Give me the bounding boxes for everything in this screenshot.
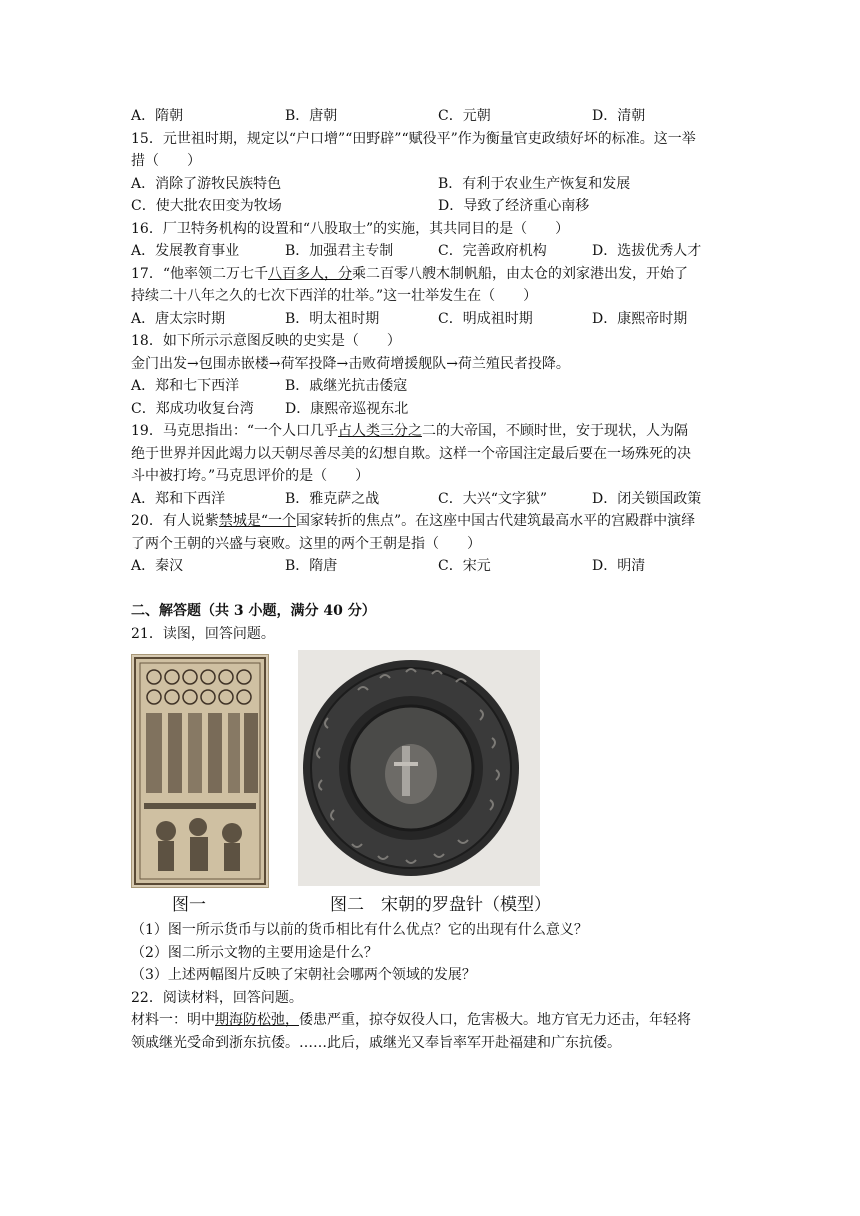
q21-sub3: （3）上述两幅图片反映了宋朝社会哪两个领域的发展？ [131, 967, 476, 983]
q19-stem-line3: 斗中被打垮。”马克思评价的是（ ） [131, 468, 370, 484]
q16-option-a: A．发展教育事业 [131, 243, 240, 259]
q17-option-c: C．明成祖时期 [438, 311, 533, 327]
q17-underlined: 八百多人，分 [267, 266, 352, 282]
q15-option-a: A．消除了游牧民族特色 [131, 176, 282, 192]
q19-stem-line1 [131, 421, 688, 441]
q22-material-line2: 领戚继光受命到浙东抗倭。……此后，戚继光又奉旨率军开赴福建和广东抗倭。 [131, 1035, 621, 1051]
q16-option-b: B．加强君主专制 [285, 243, 394, 259]
q17-option-b: B．明太祖时期 [285, 311, 380, 327]
q21-sub1: （1）图一所示货币与以前的货币相比有什么优点？它的出现有什么意义？ [131, 922, 588, 938]
q16-option-c: C．完善政府机构 [438, 243, 547, 259]
q22-underlined: 期海防松弛， [215, 1012, 299, 1028]
q22-material-line1 [131, 1010, 691, 1030]
q15-option-d: D．导致了经济重心南移 [438, 198, 590, 214]
q18-option-a: A．郑和七下西洋 [131, 378, 240, 394]
q20-stem-line1 [131, 511, 695, 531]
q19-option-b: B．雅克萨之战 [285, 491, 380, 507]
q20-option-d: D．明清 [592, 558, 646, 574]
q20-option-a: A．秦汉 [131, 558, 184, 574]
q15-stem-line2: 措（ ） [131, 153, 201, 169]
q22-stem: 22．阅读材料，回答问题。 [131, 990, 303, 1006]
q22-text-a: 材料一：明中 [131, 1012, 215, 1028]
figure1-caption: 图一 [172, 895, 206, 914]
q16-stem: 16．厂卫特务机构的设置和“八股取士”的实施，其共同目的是（ ） [131, 221, 570, 237]
paper-money-illustration [132, 655, 268, 887]
q14-option-a: A．隋朝 [131, 108, 184, 124]
q15-option-c: C．使大批农田变为牧场 [131, 198, 282, 214]
q21-sub2: （2）图二所示文物的主要用途是什么？ [131, 945, 378, 961]
figure2-compass-image [298, 650, 540, 886]
q15-stem-line1: 15．元世祖时期，规定以“户口增”“田野辟”“赋役平”作为衡量官吏政绩好坏的标准。这一举 [131, 131, 696, 147]
figure2-caption: 图二 宋朝的罗盘针（模型） [330, 895, 551, 914]
q17-text-b: 乘二百零八艘木制帆船，由太仓的刘家港出发，开始了 [351, 266, 688, 282]
q20-text-b: 国家转折的焦点”。在这座中国古代建筑最高水平的宫殿群中演绎 [296, 513, 696, 529]
q14-option-d: D．清朝 [592, 108, 646, 124]
figure1-paper-money-image [131, 654, 269, 888]
q19-text-a: 19．马克思指出：“一个人口几乎 [131, 423, 338, 439]
q18-option-b: B．戚继光抗击倭寇 [285, 378, 408, 394]
q14-option-c: C．元朝 [438, 108, 491, 124]
q20-underlined: 禁城是“一个 [218, 513, 296, 529]
q14-option-b: B．唐朝 [285, 108, 338, 124]
q20-text-a: 20．有人说紫 [131, 513, 219, 529]
q16-option-d: D．选拔优秀人才 [592, 243, 702, 259]
q20-option-b: B．隋唐 [285, 558, 338, 574]
q20-stem-line2: 了两个王朝的兴盛与衰败。这里的两个王朝是指（ ） [131, 536, 481, 552]
q19-text-b: 二的大帝国，不顾时世，安于现状，人为隔 [421, 423, 688, 439]
q17-stem-line1 [131, 264, 688, 284]
q18-flow: 金门出发→包围赤嵌楼→荷军投降→击败荷增援舰队→荷兰殖民者投降。 [131, 356, 570, 372]
q19-option-a: A．郑和下西洋 [131, 491, 226, 507]
compass-model-illustration [298, 650, 540, 886]
q18-stem: 18．如下所示示意图反映的史实是（ ） [131, 333, 401, 349]
q19-underlined: 占人类三分之 [337, 423, 422, 439]
q17-option-a: A．唐太宗时期 [131, 311, 226, 327]
q18-option-d: D．康熙帝巡视东北 [285, 401, 409, 417]
q15-option-b: B．有利于农业生产恢复和发展 [438, 176, 631, 192]
q19-stem-line2: 绝于世界并因此竭力以天朝尽善尽美的幻想自欺。这样一个帝国注定最后要在一场殊死的决 [131, 446, 691, 462]
q19-option-d: D．闭关锁国政策 [592, 491, 702, 507]
q21-stem: 21．读图，回答问题。 [131, 626, 275, 642]
q20-option-c: C．宋元 [438, 558, 491, 574]
q17-text-a: 17．“他率领二万七千 [131, 266, 268, 282]
q19-option-c: C．大兴“文字狱” [438, 491, 548, 507]
section2-title: 二、解答题（共 3 小题，满分 40 分） [131, 603, 376, 619]
q17-option-d: D．康熙帝时期 [592, 311, 688, 327]
q17-stem-line2: 持续二十八年之久的七次下西洋的壮举。”这一壮举发生在（ ） [131, 288, 538, 304]
q18-option-c: C．郑成功收复台湾 [131, 401, 254, 417]
q22-text-b: 倭患严重，掠夺奴役人口，危害极大。地方官无力还击，年轻将 [299, 1012, 691, 1028]
